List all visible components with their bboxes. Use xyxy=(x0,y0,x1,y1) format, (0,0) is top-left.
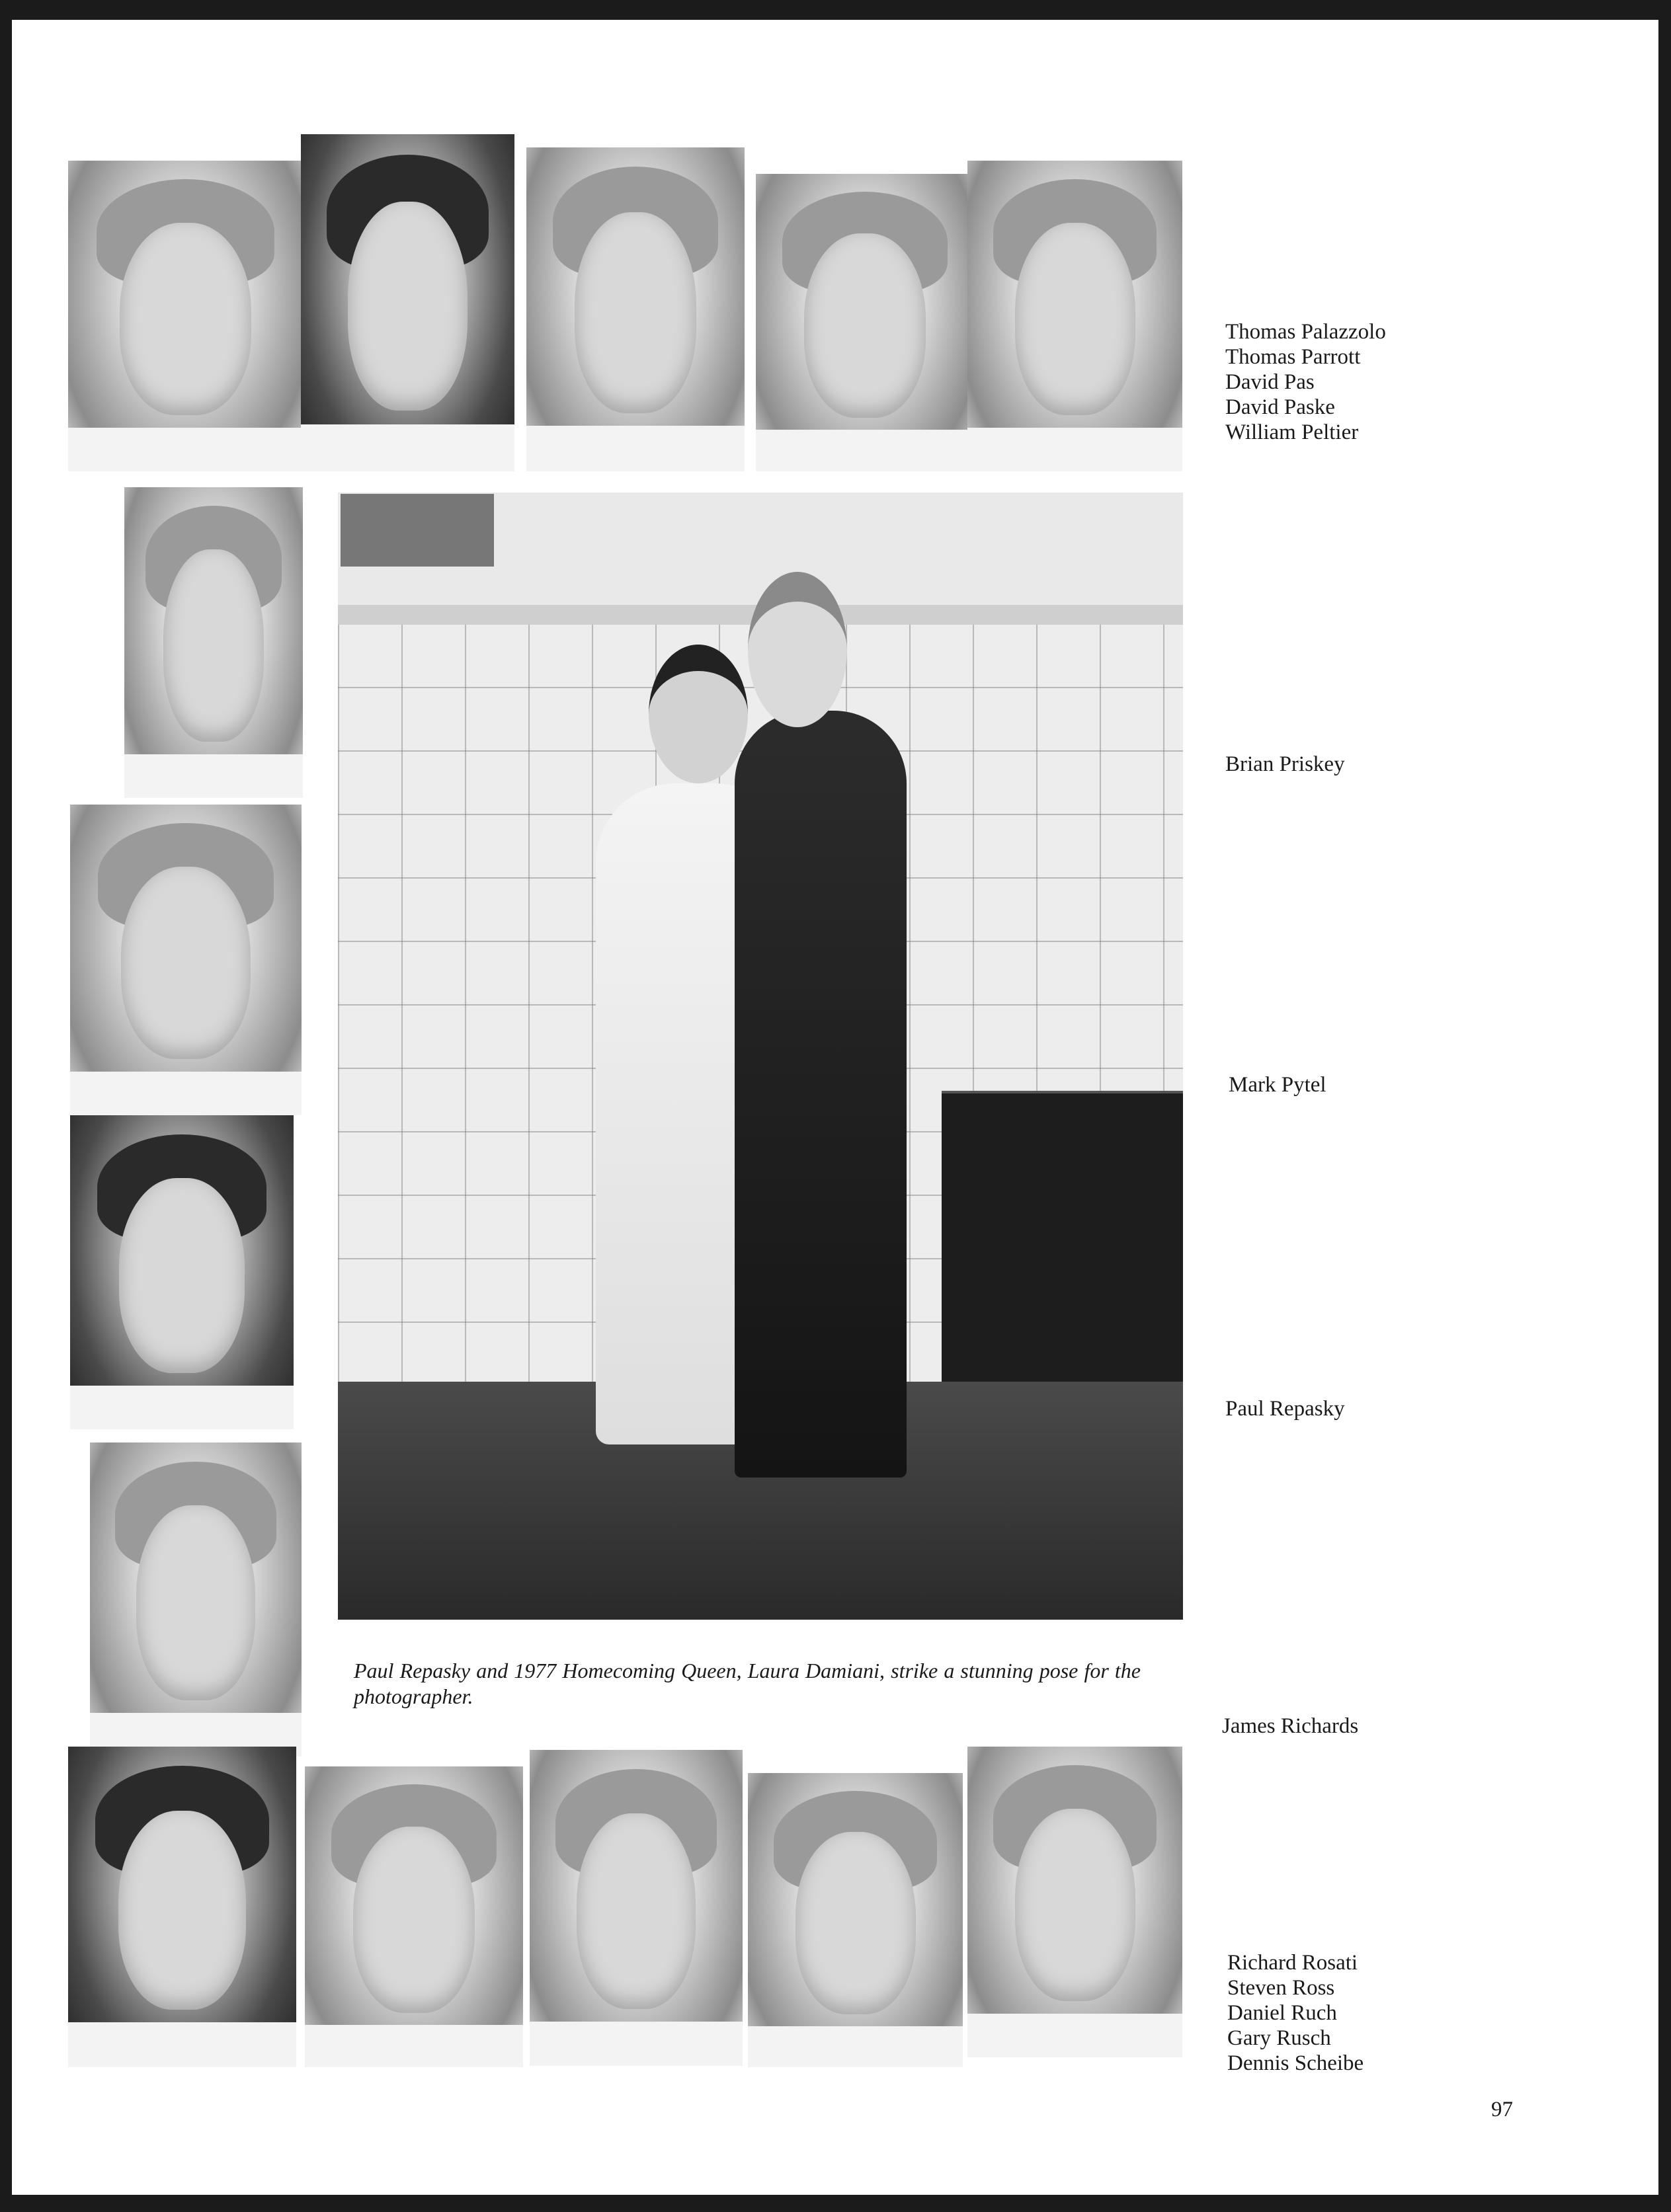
portrait-brian-priskey xyxy=(124,487,303,798)
name-james-richards: James Richards xyxy=(1222,1714,1359,1738)
bottom-row-names xyxy=(1227,1950,1364,2076)
portrait-david-pas xyxy=(526,147,745,471)
portrait-thomas-parrott xyxy=(301,134,514,471)
portrait-thomas-palazzolo xyxy=(68,161,303,471)
portrait-richard-rosati xyxy=(68,1747,296,2067)
portrait-david-paske xyxy=(756,174,974,471)
portrait-mark-pytel xyxy=(70,805,302,1115)
portrait-william-peltier xyxy=(967,161,1182,471)
feature-caption: Paul Repasky and 1977 Homecoming Queen, Laura Damiani, strike a stunning pose for the photographer. xyxy=(354,1659,1141,1708)
queen-head xyxy=(649,645,748,783)
name-thomas-parrott: Thomas Parrott xyxy=(1225,345,1361,369)
name-steven-ross: Steven Ross xyxy=(1227,1976,1335,2000)
escort-suit xyxy=(735,711,907,1478)
portrait-gary-rusch xyxy=(748,1773,963,2067)
page-number: 97 xyxy=(1491,2098,1513,2121)
name-gary-rusch: Gary Rusch xyxy=(1227,2026,1331,2050)
name-david-pas: David Pas xyxy=(1225,370,1315,394)
homecoming-feature-photo xyxy=(338,493,1183,1620)
portrait-james-richards xyxy=(90,1442,302,1757)
name-thomas-palazzolo: Thomas Palazzolo xyxy=(1225,320,1386,344)
name-david-paske: David Paske xyxy=(1225,395,1335,419)
name-dennis-scheibe: Dennis Scheibe xyxy=(1227,2051,1364,2075)
top-row-names xyxy=(1225,319,1386,445)
wall-sign xyxy=(341,494,494,567)
name-richard-rosati: Richard Rosati xyxy=(1227,1951,1358,1975)
name-brian-priskey: Brian Priskey xyxy=(1225,752,1345,776)
name-paul-repasky: Paul Repasky xyxy=(1225,1397,1345,1421)
escort-head xyxy=(748,572,847,727)
name-daniel-ruch: Daniel Ruch xyxy=(1227,2001,1337,2025)
portrait-steven-ross xyxy=(305,1766,523,2067)
yearbook-page xyxy=(12,20,1658,2195)
name-william-peltier: William Peltier xyxy=(1225,420,1359,444)
name-mark-pytel: Mark Pytel xyxy=(1229,1073,1326,1097)
portrait-dennis-scheibe xyxy=(967,1747,1182,2057)
portrait-paul-repasky xyxy=(70,1115,294,1429)
portrait-daniel-ruch xyxy=(530,1750,743,2066)
